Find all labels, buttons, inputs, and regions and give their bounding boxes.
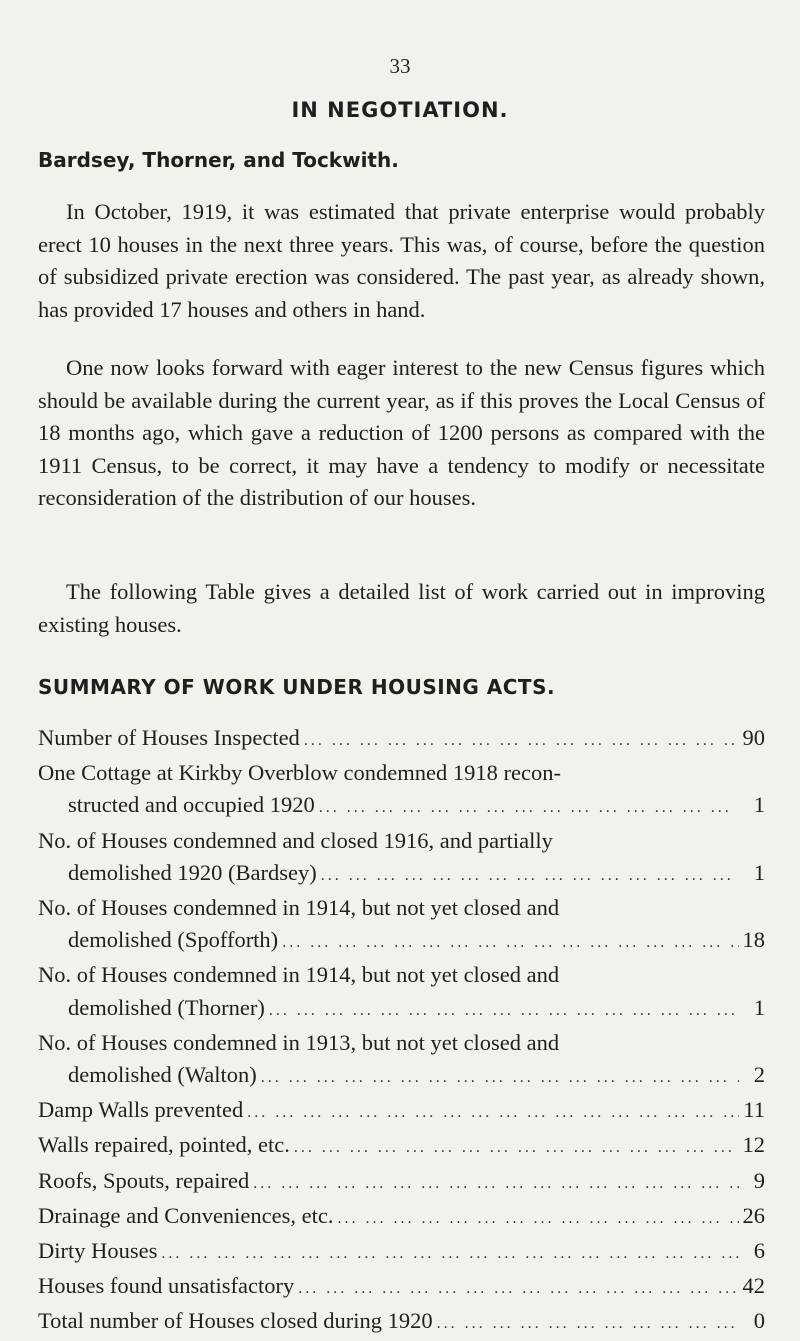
summary-item-label-cont: demolished 1920 (Bardsey) — [68, 859, 317, 885]
summary-item-value: 1 — [753, 792, 765, 818]
dot-leader — [261, 1062, 739, 1094]
summary-item-spofforth — [38, 892, 765, 959]
summary-item-value: 42 — [742, 1273, 765, 1299]
summary-item-label: Total number of Houses closed during 1920 — [38, 1308, 433, 1334]
summary-item-value: 0 — [753, 1308, 765, 1334]
summary-item-walls-repaired — [38, 1129, 765, 1164]
summary-item-label: No. of Houses condemned in 1914, but not yet closed and — [38, 962, 560, 988]
summary-item-label: No. of Houses condemned and closed 1916, and partially — [38, 827, 553, 853]
summary-item-damp-walls — [38, 1094, 765, 1129]
summary-item-label-cont: demolished (Spofforth) — [68, 927, 279, 953]
paragraph-1: In October, 1919, it was estimated that private enterprise would probably erect 10 houses in the next three years. This was, of course, before the question of subsidized private erection was considered. The past year, as already shown, has provided 17 houses and others in hand. — [38, 199, 765, 322]
summary-item-label: Walls repaired, pointed, etc. — [38, 1132, 290, 1158]
dot-leader — [253, 1168, 739, 1200]
summary-item-label: Roofs, Spouts, repaired — [38, 1167, 250, 1193]
summary-item-label: Damp Walls prevented — [38, 1097, 244, 1123]
summary-item-label: No. of Houses condemned in 1913, but not yet closed and — [38, 1029, 560, 1055]
summary-item-label: One Cottage at Kirkby Overblow condemned 1918 recon- — [38, 760, 561, 786]
dot-leader — [161, 1238, 739, 1270]
summary-item-value: 26 — [742, 1202, 765, 1228]
subheading: Bardsey, Thorner, and Tockwith. — [38, 148, 399, 172]
summary-item-value: 12 — [742, 1132, 765, 1158]
dot-leader — [319, 792, 739, 824]
section-heading: IN NEGOTIATION. — [291, 98, 509, 122]
summary-item-value: 90 — [742, 725, 765, 750]
dot-leader — [304, 725, 739, 757]
summary-item-dirty-houses — [38, 1235, 765, 1270]
dot-leader — [294, 1132, 739, 1164]
dot-leader — [437, 1308, 739, 1340]
paragraph-2: One now looks forward with eager interest to the new Census figures which should be available during the current year, as if this proves the Local Census of 18 months ago, which gave a reduction of 1200 persons as compared with the 1911 Census, to be correct, it may have a tendency to modify or necessitate reconsideration of the distribution of our houses. — [38, 355, 765, 510]
summary-item-value: 9 — [753, 1167, 765, 1193]
dot-leader — [247, 1097, 739, 1129]
summary-item-label-cont: demolished (Walton) — [68, 1062, 257, 1088]
dot-leader — [269, 995, 739, 1027]
summary-item-houses-inspected — [38, 722, 765, 757]
dot-leader — [338, 1203, 739, 1235]
summary-item-value: 1 — [753, 859, 765, 885]
summary-item-label: Dirty Houses — [38, 1238, 158, 1264]
summary-item-value: 18 — [742, 927, 765, 953]
summary-item-label: Number of Houses Inspected — [38, 725, 300, 750]
summary-item-bardsey — [38, 825, 765, 892]
summary-item-value: 1 — [753, 994, 765, 1020]
page-number: 33 — [389, 54, 411, 78]
summary-item-label: Houses found unsatisfactory — [38, 1273, 295, 1299]
summary-heading: SUMMARY OF WORK UNDER HOUSING ACTS. — [38, 675, 556, 699]
paragraph-3: The following Table gives a detailed list of work carried out in improving existing houses. — [38, 579, 765, 637]
dot-leader — [282, 927, 738, 959]
summary-item-value: 11 — [743, 1097, 765, 1123]
summary-item-label-cont: demolished (Thorner) — [68, 994, 265, 1020]
summary-item-walton — [38, 1027, 765, 1094]
dot-leader — [298, 1273, 738, 1305]
summary-item-value: 6 — [753, 1238, 765, 1264]
summary-item-thorner — [38, 959, 765, 1026]
summary-item-value: 2 — [753, 1062, 765, 1088]
summary-item-kirkby-overblow — [38, 757, 765, 824]
summary-item-label-cont: structed and occupied 1920 — [68, 792, 315, 818]
summary-list — [38, 722, 765, 1341]
dot-leader — [321, 860, 739, 892]
summary-item-label: Drainage and Conveniences, etc. — [38, 1202, 334, 1228]
summary-item-drainage — [38, 1200, 765, 1235]
summary-item-label: No. of Houses condemned in 1914, but not yet closed and — [38, 895, 560, 921]
summary-item-unsatisfactory — [38, 1270, 765, 1305]
summary-item-total-closed — [38, 1305, 765, 1340]
summary-item-roofs-spouts — [38, 1165, 765, 1200]
